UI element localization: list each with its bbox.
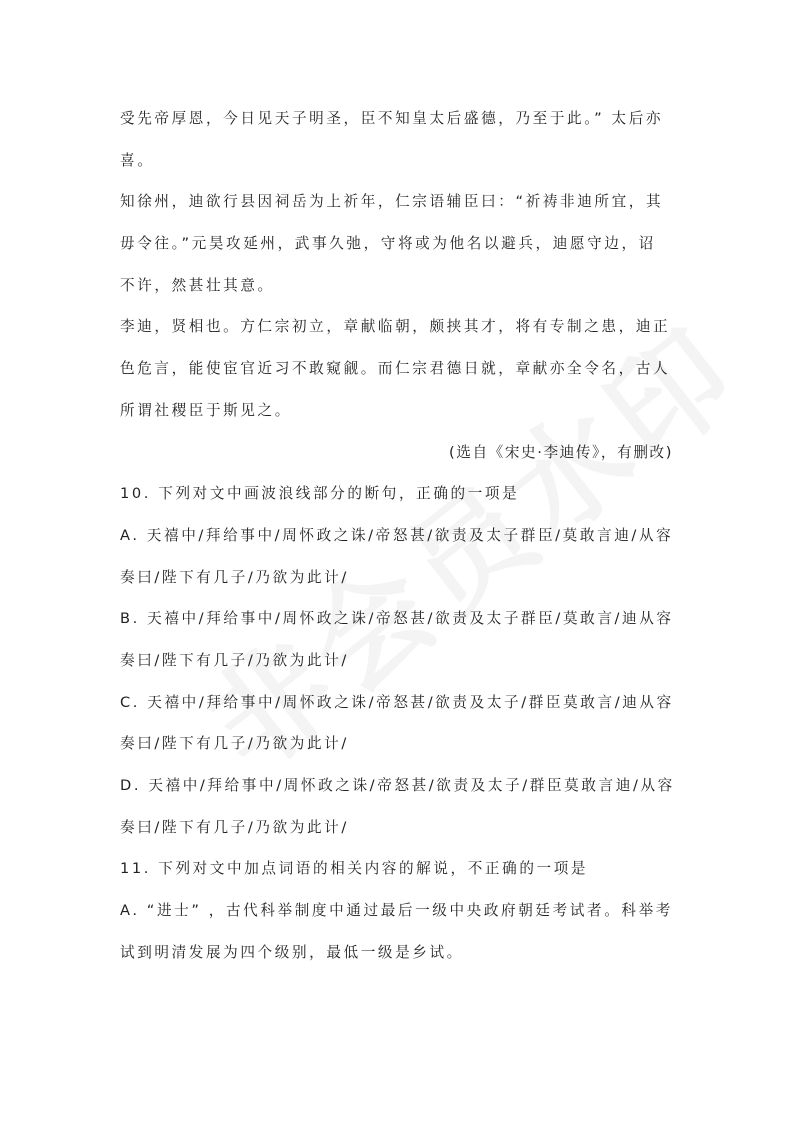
- passage-line: 所谓社稷臣于斯见之。: [120, 401, 292, 419]
- document-body: [120, 98, 673, 973]
- question-11: [120, 848, 673, 973]
- option-line: D. 天禧中/拜给事中/周怀政之诛/帝怒甚/欲责及太子/群臣莫敢言迪/从容: [120, 777, 675, 794]
- question-11-option-a: [120, 890, 673, 973]
- passage-line: 喜。: [120, 151, 155, 169]
- option-line: C. 天禧中/拜给事中/周怀政之诛/帝怒甚/欲责及太子/群臣莫敢言/迪从容: [120, 693, 674, 711]
- question-10: [120, 473, 673, 848]
- question-11-stem: 11. 下列对文中加点词语的相关内容的解说，不正确的一项是: [120, 860, 589, 878]
- question-10-stem: 10. 下列对文中画波浪线部分的断句，正确的一项是: [120, 485, 520, 503]
- option-line: 奏曰/陛下有几子/乃欲为此计/: [120, 651, 349, 669]
- passage-line: 受先帝厚恩，今日见天子明圣，臣不知皇太后盛德，乃至于此。” 太后亦: [120, 110, 664, 127]
- question-10-option-c: [120, 682, 673, 765]
- option-line: 奏曰/陛下有几子/乃欲为此计/: [120, 735, 349, 753]
- option-line: A. 天禧中/拜给事中/周怀政之诛/帝怒甚/欲责及太子群臣/莫敢言迪/从容: [120, 526, 674, 544]
- passage-line: 李迪，贤相也。方仁宗初立，章献临朝，颇挟其才，将有专制之患，迪正: [120, 318, 671, 336]
- question-10-option-b: [120, 598, 673, 681]
- option-line: B. 天禧中/拜给事中/周怀政之诛/帝怒甚/欲责及太子群臣/莫敢言/迪从容: [120, 610, 674, 628]
- option-line: 奏曰/陛下有几子/乃欲为此计/: [120, 818, 349, 836]
- passage-line: 毋令往。”元昊攻延州，武事久弛，守将或为他名以避兵，迪愿守边，诏: [120, 235, 656, 253]
- passage-line: 不许，然甚壮其意。: [120, 276, 275, 294]
- option-line: A. “进士” ，古代科举制度中通过最后一级中央政府朝廷考试者。科举考: [120, 902, 673, 920]
- option-line: 试到明清发展为四个级别，最低一级是乡试。: [120, 943, 464, 961]
- passage: [120, 98, 673, 473]
- passage-line: 色危言，能使宦官近习不敢窥觎。而仁宗君德日就，章献亦全令名，古人: [120, 360, 671, 378]
- question-10-option-a: [120, 515, 673, 598]
- option-line: 奏曰/陛下有几子/乃欲为此计/: [120, 568, 349, 586]
- question-10-option-d: [120, 765, 673, 848]
- passage-source: (选自《宋史·李迪传》，有删改): [448, 443, 673, 461]
- passage-line: 知徐州，迪欲行县因祠岳为上祈年，仁宗语辅臣曰：“祈祷非迪所宜，其: [120, 193, 664, 211]
